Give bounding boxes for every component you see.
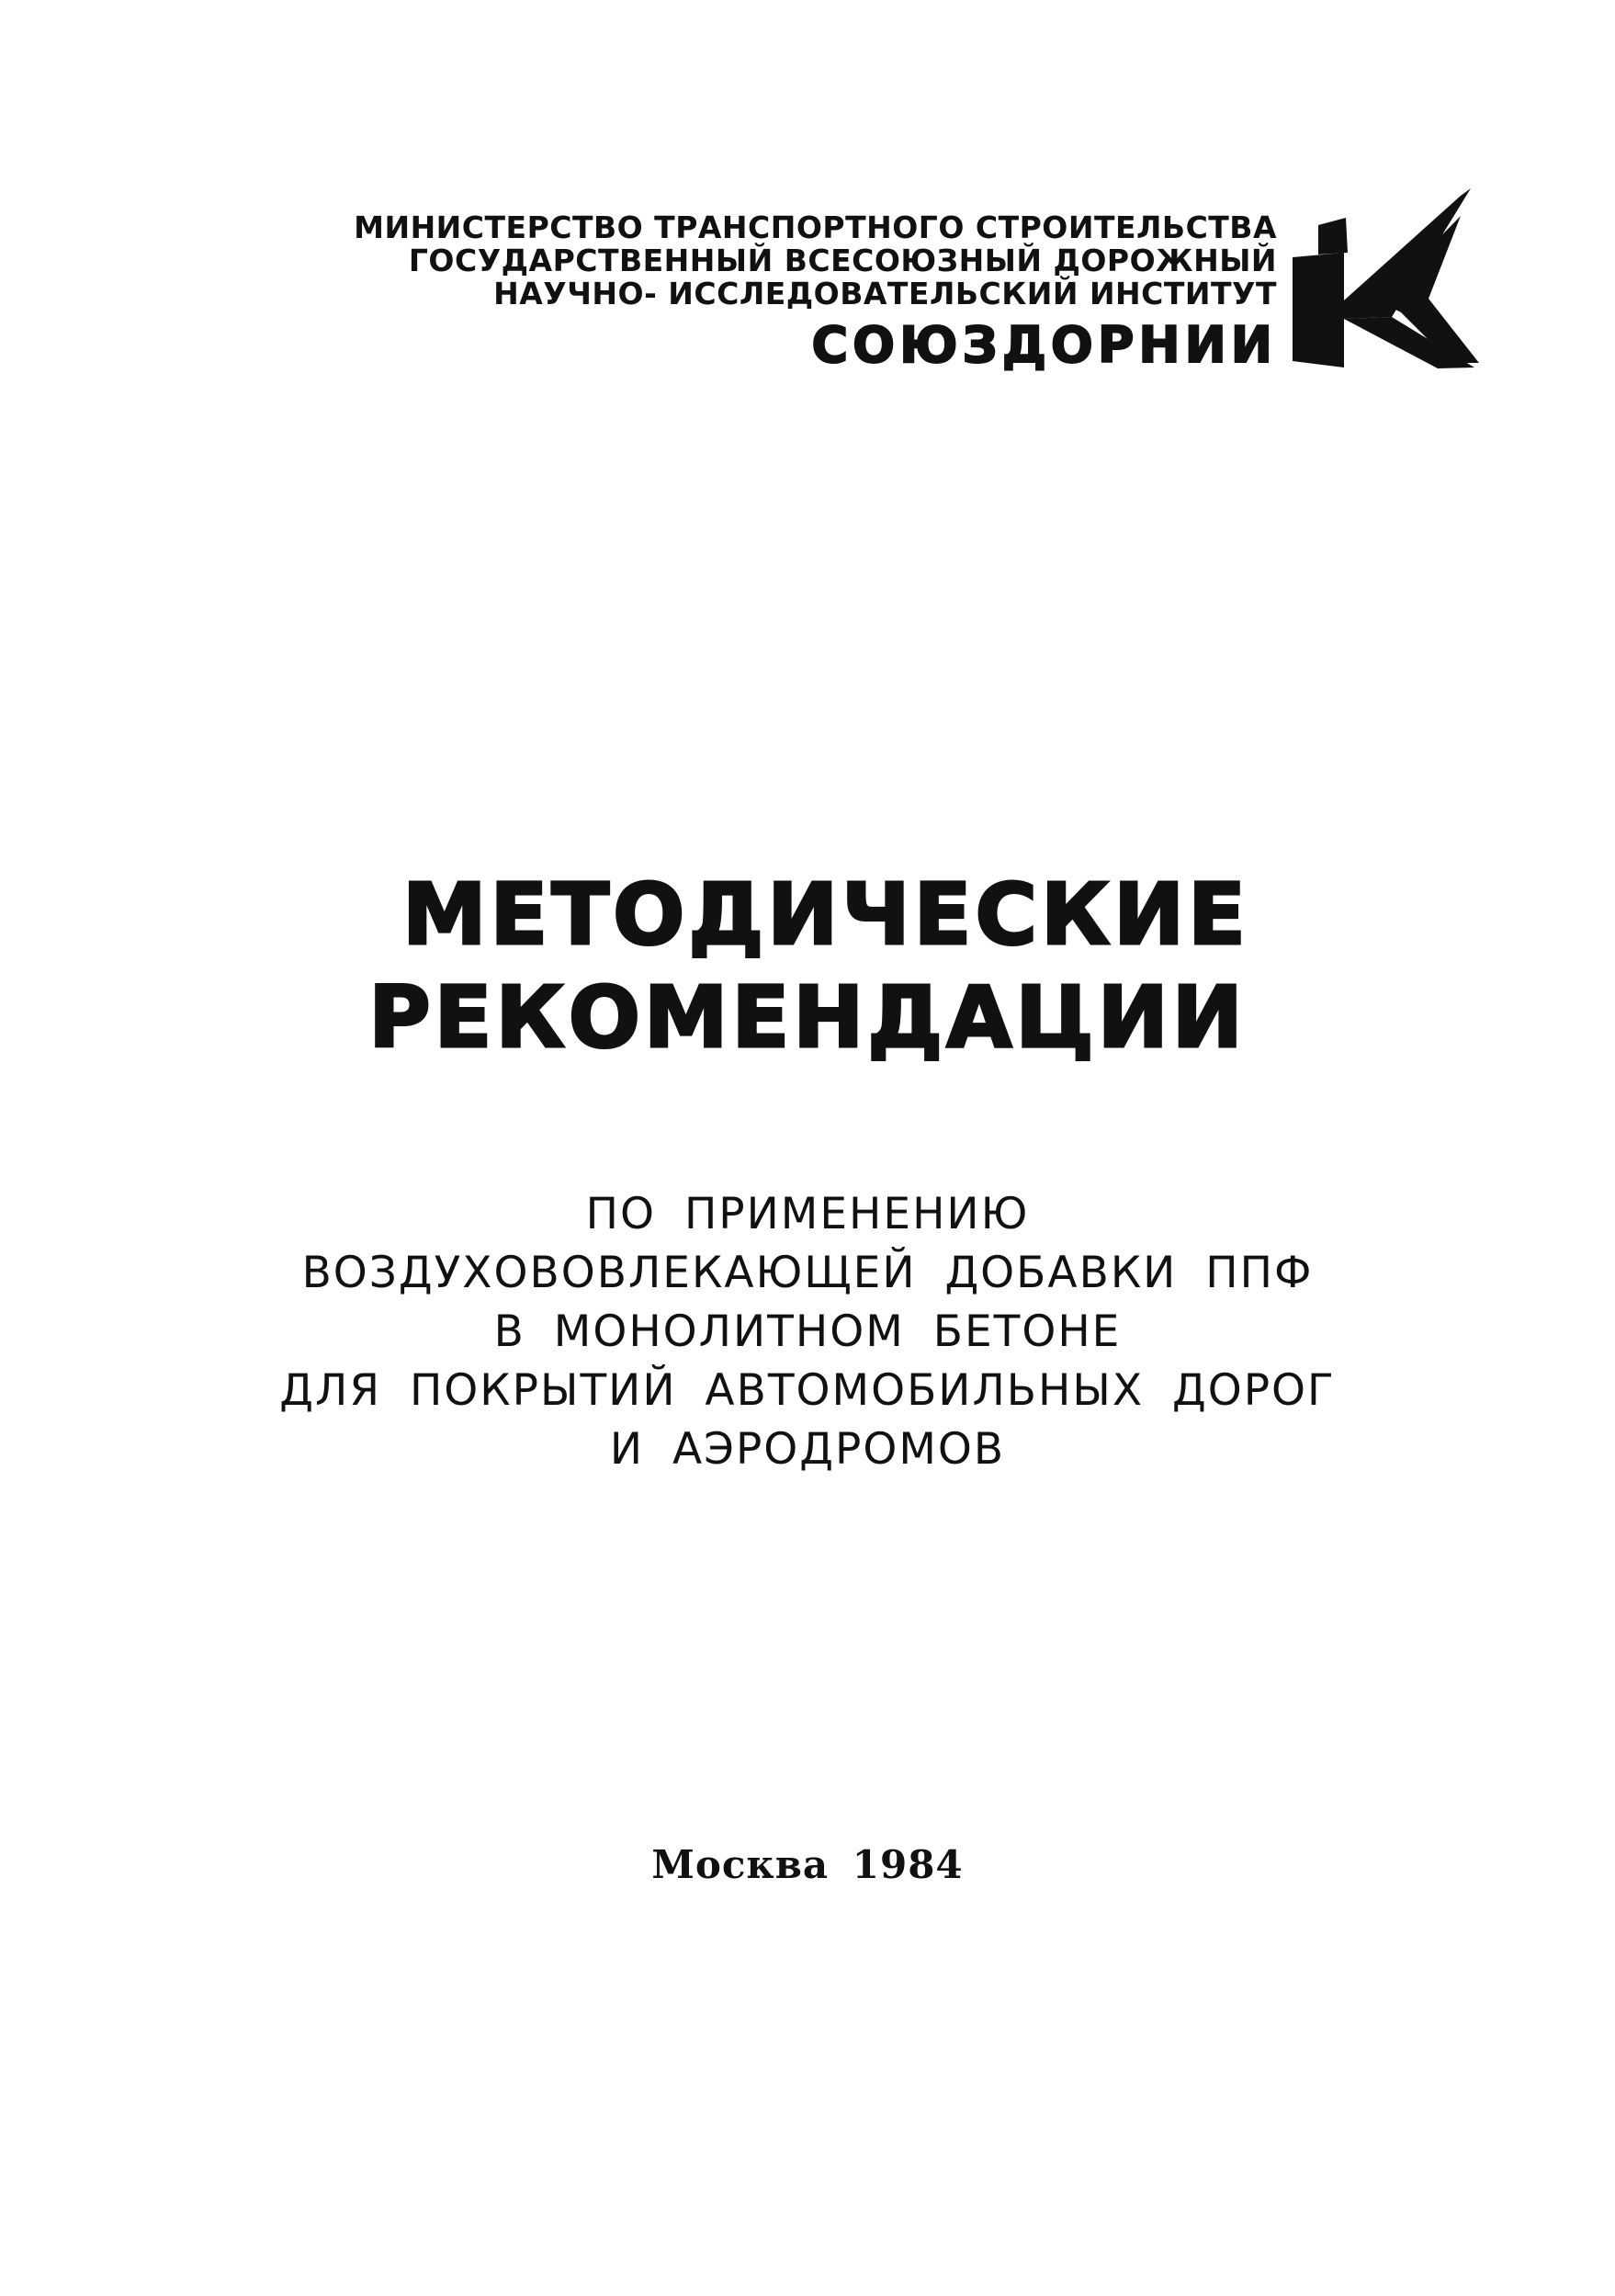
title-line-1: МЕТОДИЧЕСКИЕ	[401, 865, 1250, 964]
document-title	[0, 864, 1615, 1069]
soyuzdornii-logo-icon	[1291, 188, 1479, 372]
document-subtitle	[0, 1185, 1615, 1479]
publication-place-year: Москва 1984	[651, 1842, 964, 1887]
ministry-line: МИНИСТЕРСТВО ТРАНСПОРТНОГО СТРОИТЕЛЬСТВА	[354, 209, 1277, 245]
institute-header	[349, 211, 1277, 375]
institute-line-2: НАУЧНО- ИССЛЕДОВАТЕЛЬСКИЙ ИНСТИТУТ	[493, 276, 1277, 311]
title-line-2: РЕКОМЕНДАЦИИ	[368, 968, 1247, 1067]
subtitle-line-1: ПО ПРИМЕНЕНИЮ	[585, 1189, 1030, 1239]
subtitle-line-3: В МОНОЛИТНОМ БЕТОНЕ	[493, 1306, 1122, 1357]
institute-line-1: ГОСУДАРСТВЕННЫЙ ВСЕСОЮЗНЫЙ ДОРОЖНЫЙ	[408, 243, 1277, 278]
subtitle-line-4: ДЛЯ ПОКРЫТИЙ АВТОМОБИЛЬНЫХ ДОРОГ	[279, 1365, 1336, 1416]
subtitle-line-2: ВОЗДУХОВОВЛЕКАЮЩЕЙ ДОБАВКИ ППФ	[301, 1248, 1314, 1298]
organization-name: СОЮЗДОРНИИ	[811, 316, 1277, 374]
subtitle-line-5: И АЭРОДРОМОВ	[609, 1424, 1006, 1475]
